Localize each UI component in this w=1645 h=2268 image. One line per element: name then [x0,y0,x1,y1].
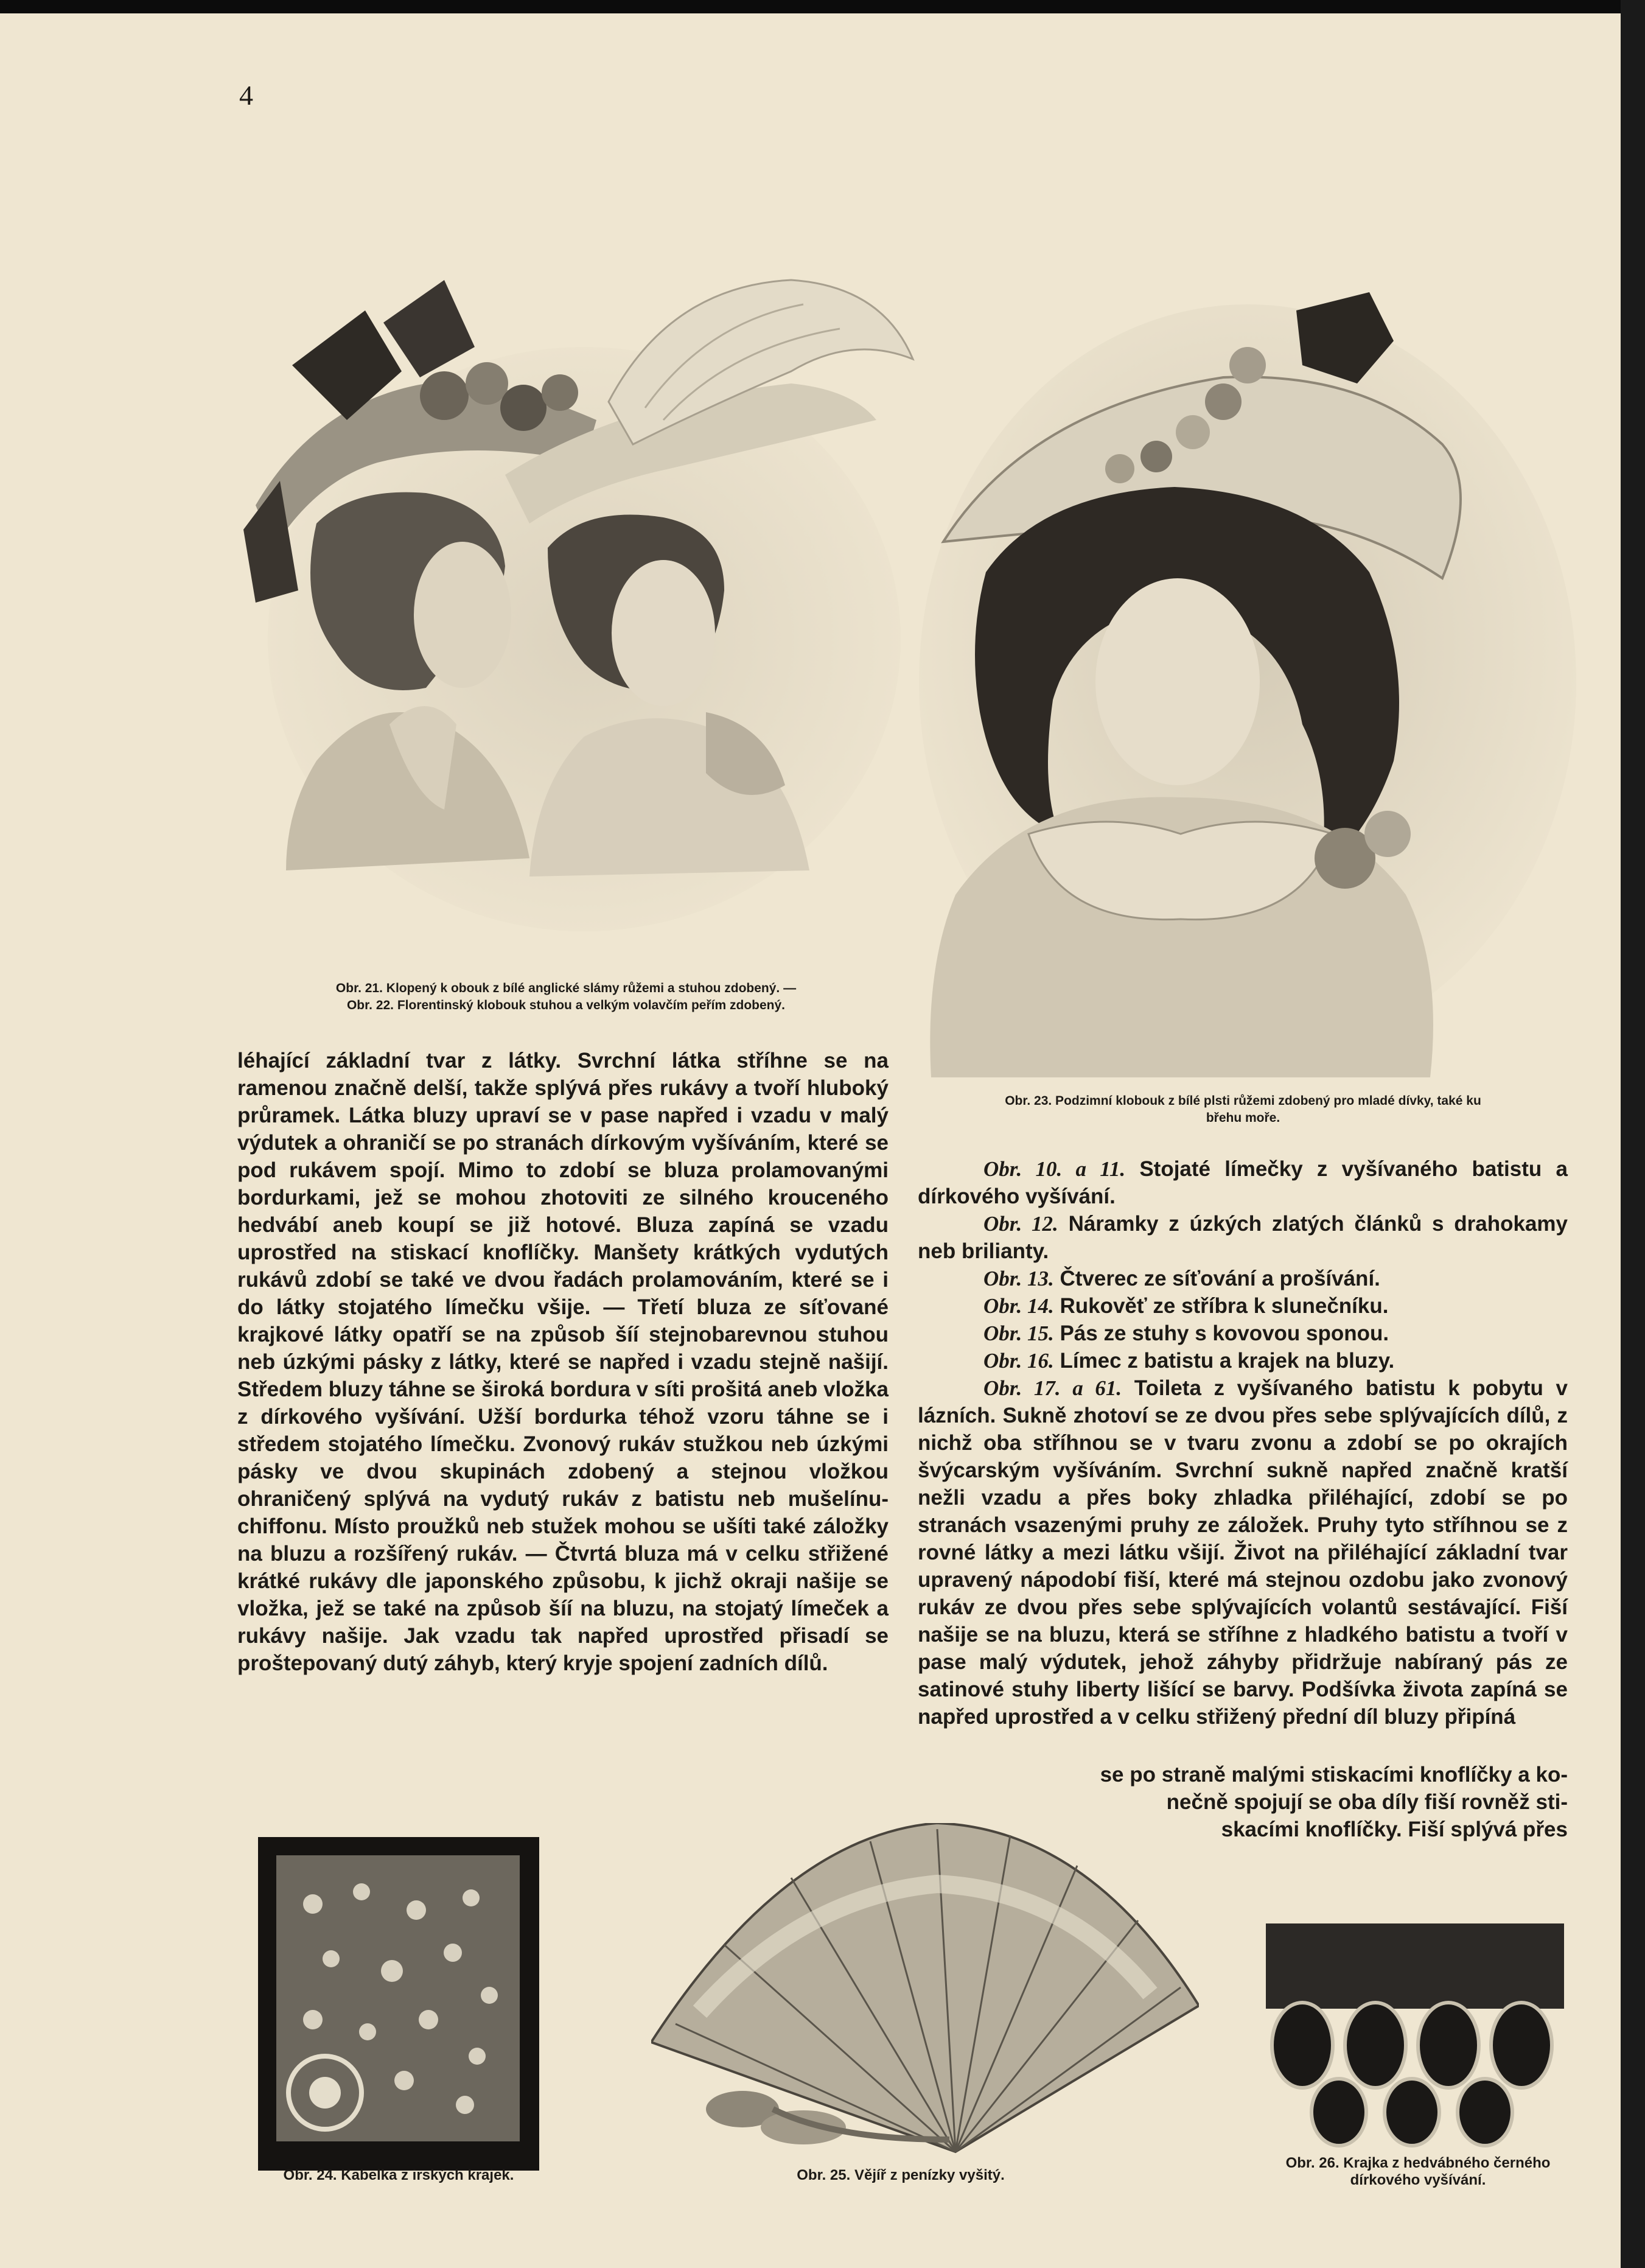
figure-reference: Obr. 12. [983,1212,1058,1236]
figure-reference: Obr. 10. a 11. [983,1157,1126,1181]
figure-25-illustration [651,1823,1199,2164]
figure-reference: Obr. 15. [983,1321,1054,1345]
figure-23-caption-line: břehu moře. [1206,1111,1280,1125]
tail-line: nečně spojují se oba díly fiší rovněž sti- [1166,1790,1568,1814]
figure-23-caption [916,1093,1570,1127]
right-text-column [918,1155,1568,1731]
figure-reference: Obr. 16. [983,1349,1054,1373]
figure-description-15 [918,1320,1568,1347]
figure-description-17-61 [918,1374,1568,1731]
figure-25-caption-text: Obr. 25. Vějíř z penízky vyšitý. [797,2167,1005,2183]
figure-description-text: Stojaté límečky z vyšívaného batistu a dírkového vyšívání. [918,1157,1568,1208]
scan-border-top [0,0,1645,13]
figure-26-caption-line: dírkového vyšívání. [1350,2172,1486,2188]
tail-line: se po straně malými stiskacími knoflíčky a ko- [1100,1763,1568,1787]
figure-description-text: Pás ze stuhy s kovovou sponou. [1060,1321,1389,1345]
figure-description-text: Límec z batistu a krajek na bluzy. [1060,1349,1395,1373]
figure-24-caption-text: Obr. 24. Kabelka z irských krajek. [283,2167,514,2183]
figure-21-22-caption [231,980,901,1014]
figure-21-22-illustration [243,262,919,962]
page-number: 4 [239,80,253,111]
figure-description-text: Náramky z úzkých zlatých článků s drahokamy neb brilianty. [918,1212,1568,1263]
figure-24-illustration [258,1837,539,2171]
figure-description-text: Rukověť ze stříbra k slunečníku. [1060,1294,1389,1318]
figure-description-16 [918,1347,1568,1374]
figure-26-illustration [1266,1923,1564,2149]
figure-reference: Obr. 17. a 61. [983,1376,1122,1400]
figure-description-13 [918,1265,1568,1292]
tail-line: skacími knoflíčky. Fiší splývá přes [1221,1818,1568,1841]
figure-description-text: Toileta z vyšívaného batistu k pobytu v lázních. Sukně zhotoví se ze dvou přes sebe splývajících dílů, z nichž oba stříhnou se v tvaru zvonu a zdobí se po okrajích švýcarským vyšíváním. Svrchní sukně napřed značně kratší nežli vzadu a přes boky zhladka přiléhající, zdobí se po stranách vsazenými pruhy ze záložek. Pruhy tyto stříhnou se z rovné látky a mezi látku všijí. Život na přiléhající základní tvar upravený nápodobí fiší, které má stejnou ozdobu jako zvonový rukáv ze dvou přes sebe splývajících volantů sestávající. Fiší našije se na bluzu, která se stříhne z hladkého batistu a tvoří v pase malý výdutek, jehož záhyby přidržuje nabíraný pás ze satinové stuhy liberty lišící se barvy. Podšívka života zapíná se napřed uprostřed a v celku střižený přední díl bluzy připíná [918,1376,1568,1729]
figure-25-caption [730,2167,1071,2184]
left-text-column [237,1047,889,1677]
figure-21-caption-line: Obr. 21. Klopený k obouk z bílé anglické slámy růžemi a stuhou zdobený. — [335,981,797,995]
figure-description-14 [918,1292,1568,1320]
figure-26-caption [1254,2155,1582,2189]
figure-description-text: Čtverec ze síťování a prošívání. [1060,1267,1380,1290]
figure-reference: Obr. 13. [983,1267,1054,1290]
figure-26-caption-line: Obr. 26. Krajka z hedvábného černého [1285,2155,1551,2171]
figure-23-illustration [907,286,1576,1077]
scan-border-right [1621,0,1645,2268]
figure-reference: Obr. 14. [983,1294,1054,1318]
left-column-paragraph: léhající základní tvar z látky. Svrchní látka stříhne se na ramenou značně delší, takže splývá přes rukávy a tvoří hluboký průramek. Látka bluzy upraví se v pase napřed i vzadu v malý výdutek a ohraničí se po stranách dírkovým vyšíváním, které se pod rukávem spojí. Mimo to zdobí se bluza prolamovanými bordurkami, jež se mohou zhotoviti ze silného krouceného hedvábí aneb koupí se již hotové. Bluza zapíná se vzadu uprostřed na stiskací knoflíčky. Manšety krátkých vydutých rukávů zdobí se také ve dvou řadách prolamováním, které se i do látky stojatého límečku všije. — Třetí bluza ze síťované krajkové látky opatří se na způsob šíí stejnobarevnou stuhou neb úzkými pásky z látky, které se napřed i vzadu stejně našijí. Středem bluzy táhne se široká bordura v síti prošitá aneb vložka z dírkového vyšívání. Užší bordurka téhož vzoru táhne se i středem stojatého límečku. Zvonový rukáv stužkou neb úzkými pásky ve dvou skupinách zdobený a stejnou vložkou ohraničený splývá na vydutý rukáv z batistu neb mušelínu-chiffonu. Místo proužků neb stužek mohou se ušíti také záložky na bluzu a rozšířený rukáv. — Čtvrtá bluza má v celku střižené krátké rukávy dle japonského způsobu, k jichž okraji našije se vložka, jež se také na způsob šíí na bluzu, na stojatý límeček a rukávy našije. Jak vzadu tak napřed uprostřed přisadí se proštepovaný dutý záhyb, který kryje spojení zadních dílů. [237,1049,889,1675]
figure-24-caption [258,2167,539,2184]
figure-23-caption-line: Obr. 23. Podzimní klobouk z bílé plsti růžemi zdobený pro mladé dívky, také ku [1005,1094,1481,1108]
figure-description-10-11 [918,1155,1568,1210]
figure-description-12 [918,1210,1568,1265]
figure-22-caption-line: Obr. 22. Florentinský klobouk stuhou a velkým volavčím peřím zdobený. [346,998,786,1012]
